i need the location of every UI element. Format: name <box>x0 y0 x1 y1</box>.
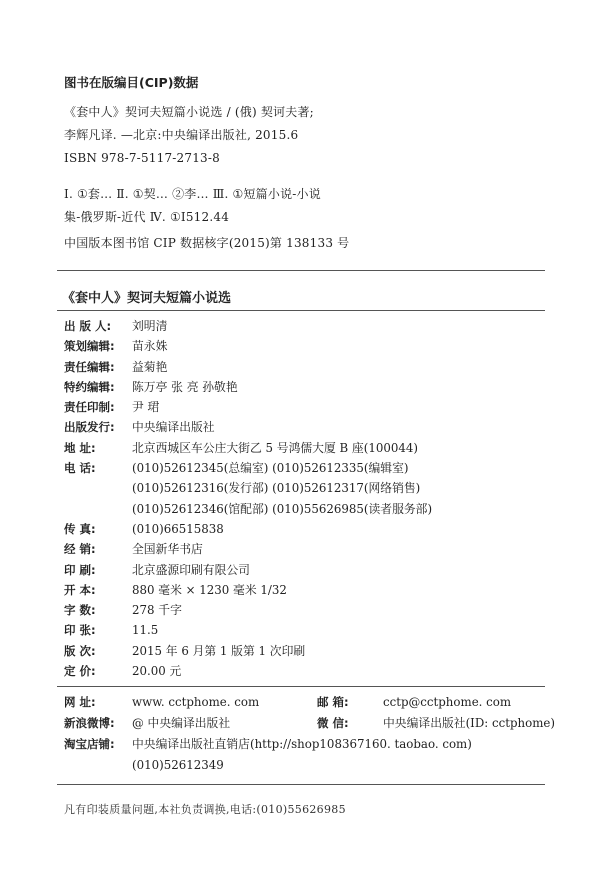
credit-value: 刘明清 <box>132 319 168 333</box>
credit-row-special-editor <box>64 377 432 397</box>
credit-label: 特约编辑: <box>64 379 115 394</box>
credit-value: 北京盛源印刷有限公司 <box>132 562 250 577</box>
contact-row-social <box>64 713 555 734</box>
taobao-phone: (010)52612349 <box>132 758 224 772</box>
credit-value: 益菊艳 <box>132 359 168 374</box>
credit-value: 陈万亭 张 亮 孙敬艳 <box>132 379 238 394</box>
contact-block <box>64 692 555 776</box>
credit-label: 定 价: <box>64 664 96 679</box>
credit-row-fax <box>64 519 432 539</box>
credit-label: 印 张: <box>64 623 96 638</box>
contact-row-taobao-phone <box>64 755 472 776</box>
credit-row-address <box>64 438 432 458</box>
credit-value: (010)52612316(发行部) (010)52612317(网络销售) <box>132 481 421 496</box>
book-title: 《套中人》契诃夫短篇小说选 <box>62 291 232 306</box>
credit-label: 印 刷: <box>64 562 96 577</box>
email-address: cctp@cctphome. com <box>383 695 512 709</box>
credit-value: 北京西城区车公庄大街乙 5 号鸿儒大厦 B 座(100044) <box>132 440 418 455</box>
cip-classification-2: 集-俄罗斯-近代 Ⅳ. ①I512.44 <box>64 210 230 224</box>
credit-value: (010)66515838 <box>132 521 224 536</box>
credit-value: 880 毫米 × 1230 毫米 1/32 <box>132 582 287 597</box>
weibo-account: @ 中央编译出版社 <box>132 716 231 730</box>
credit-label: 地 址: <box>64 440 96 455</box>
cip-publication-line: 李辉凡译. —北京:中央编译出版社, 2015.6 <box>64 128 299 142</box>
credit-row-planning <box>64 336 432 356</box>
credit-label: 策划编辑: <box>64 339 115 354</box>
contact-label: 网 址: <box>64 695 96 709</box>
contact-row-site <box>64 692 512 713</box>
credit-row-word-count <box>64 600 432 620</box>
divider-web <box>57 686 545 687</box>
credit-row-sheets <box>64 620 432 640</box>
credit-row-editor <box>64 357 432 377</box>
credit-label: 出 版 人: <box>64 319 112 333</box>
credit-value: 尹 珺 <box>132 400 160 415</box>
credit-row-price <box>64 661 432 681</box>
credit-value: 278 千字 <box>132 603 182 618</box>
credit-label: 版 次: <box>64 643 96 658</box>
credit-row-edition <box>64 641 432 661</box>
contact-email-group <box>317 692 511 713</box>
credit-row-printing-manager <box>64 397 432 417</box>
divider-top <box>57 270 545 271</box>
contact-label: 微 信: <box>317 716 349 730</box>
contact-wechat-group <box>317 713 555 734</box>
credit-row-format <box>64 580 432 600</box>
credit-label: 开 本: <box>64 582 96 597</box>
credit-label: 电 话: <box>64 461 96 476</box>
credit-label: 责任印制: <box>64 400 115 415</box>
credit-row-phone <box>64 458 432 478</box>
cip-data-number: 中国版本图书馆 CIP 数据核字(2015)第 138133 号 <box>64 236 350 250</box>
contact-label: 新浪微博: <box>64 716 115 730</box>
divider-footer <box>57 784 545 785</box>
credit-value: 20.00 元 <box>132 664 182 679</box>
divider-title <box>57 310 545 311</box>
quality-notice: 凡有印装质量问题,本社负责调换,电话:(010)55626985 <box>64 803 346 816</box>
credit-label: 传 真: <box>64 521 96 536</box>
cip-classification-1: Ⅰ. ①套… Ⅱ. ①契… ②李… Ⅲ. ①短篇小说-小说 <box>64 187 321 201</box>
credit-row-phone-3 <box>64 499 432 519</box>
credit-value: 2015 年 6 月第 1 版第 1 次印刷 <box>132 643 306 658</box>
credit-value: (010)52612346(馆配部) (010)55626985(读者服务部) <box>132 501 433 516</box>
wechat-account: 中央编译出版社(ID: cctphome) <box>383 716 555 730</box>
contact-label: 邮 箱: <box>317 695 349 709</box>
credit-value: 全国新华书店 <box>132 542 203 557</box>
credit-value: 中央编译出版社 <box>132 420 215 435</box>
credit-label: 字 数: <box>64 603 96 618</box>
cip-isbn: ISBN 978-7-5117-2713-8 <box>64 151 220 165</box>
cip-heading: 图书在版编目(CIP)数据 <box>64 75 199 90</box>
credit-value: 苗永姝 <box>132 339 168 354</box>
credit-row-publisher <box>64 316 432 336</box>
credit-row-phone-2 <box>64 478 432 498</box>
credit-value: 11.5 <box>132 623 159 638</box>
cip-title-line: 《套中人》契诃夫短篇小说选 / (俄) 契诃夫著; <box>64 105 314 119</box>
taobao-store: 中央编译出版社直销店(http://shop108367160. taobao. com) <box>132 737 472 751</box>
credit-label: 责任编辑: <box>64 359 115 374</box>
credit-row-distribution <box>64 417 432 437</box>
credit-label: 经 销: <box>64 542 96 557</box>
credit-row-printer <box>64 560 432 580</box>
credit-value: (010)52612345(总编室) (010)52612335(编辑室) <box>132 461 409 476</box>
contact-row-taobao <box>64 734 472 755</box>
website-link: www. cctphome. com <box>132 695 260 709</box>
credit-row-dealer <box>64 539 432 559</box>
credits-block <box>64 316 432 681</box>
credit-label: 出版发行: <box>64 420 115 435</box>
contact-label: 淘宝店铺: <box>64 737 115 751</box>
